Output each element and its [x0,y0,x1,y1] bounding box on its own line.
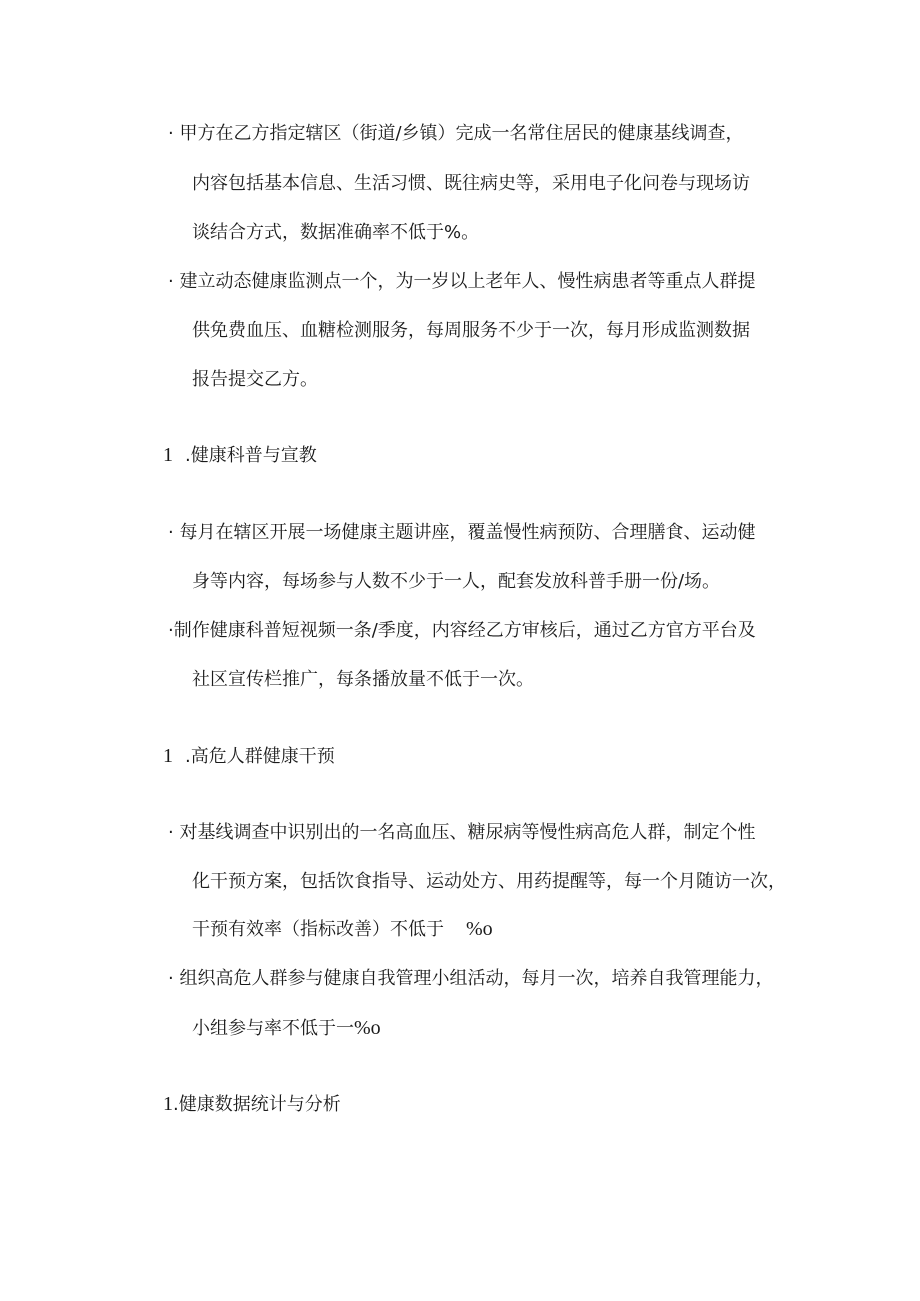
section-number: 1 [163,745,173,767]
paragraph-line [192,917,493,942]
paragraph-line: · 每月在辖区开展一场健康主题讲座，覆盖慢性病预防、合理膳食、运动健 [168,522,756,543]
section-heading [163,744,335,769]
paragraph-text: 干预有效率（指标改善）不低于 [192,919,444,940]
paragraph-line: 供免费血压、血糖检测服务，每周服务不少于一次，每月形成监测数据 [192,320,750,341]
paragraph-line: · 对基线调查中识别出的一名高血压、糖尿病等慢性病高危人群，制定个性 [168,822,756,843]
paragraph-line: · 建立动态健康监测点一个，为一岁以上老年人、慢性病患者等重点人群提 [168,271,756,292]
paragraph-line: 身等内容，每场参与人数不少于一人，配套发放科普手册一份/场。 [192,571,721,592]
section-title: .健康数据统计与分析 [173,1094,341,1115]
percent-symbol: %o [466,918,493,940]
paragraph-line [192,1016,381,1041]
paragraph-line: 化干预方案，包括饮食指导、运动处方、用药提醒等，每一个月随访一次， [192,871,786,892]
section-number: 1 [163,444,173,466]
paragraph-line: 内容包括基本信息、生活习惯、既往病史等，采用电子化问卷与现场访 [192,173,750,194]
paragraph-line: · 甲方在乙方指定辖区（街道/乡镇）完成一名常住居民的健康基线调查， [168,123,744,144]
section-title: .高危人群健康干预 [185,746,335,767]
section-title: .健康科普与宣教 [185,445,317,466]
paragraph-line: 报告提交乙方。 [192,369,318,390]
section-number: 1 [163,1093,173,1115]
paragraph-line: ·制作健康科普短视频一条/季度，内容经乙方审核后，通过乙方官方平台及 [168,620,756,641]
section-heading [163,1092,341,1117]
section-heading [163,443,317,468]
percent-symbol: %o [354,1017,381,1039]
paragraph-line: 社区宣传栏推广，每条播放量不低于一次。 [192,669,534,690]
paragraph-text: 小组参与率不低于一 [192,1018,354,1039]
paragraph-line: 谈结合方式，数据准确率不低于%。 [192,222,480,243]
paragraph-line: · 组织高危人群参与健康自我管理小组活动，每月一次，培养自我管理能力， [168,968,774,989]
